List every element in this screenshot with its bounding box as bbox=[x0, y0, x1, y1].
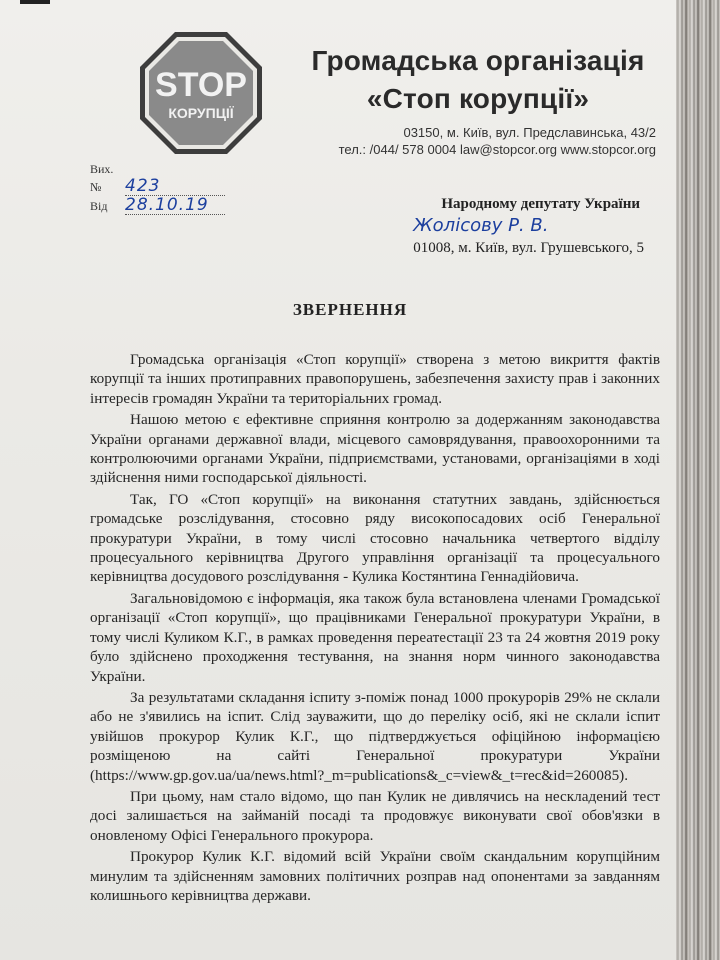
document-title: ЗВЕРНЕННЯ bbox=[292, 300, 408, 319]
outgoing-date-value: 28.10.19 bbox=[125, 196, 225, 215]
recipient-title: Народному депутату України bbox=[441, 196, 640, 212]
outgoing-number-value: 423 bbox=[125, 177, 225, 196]
recipient-address: 01008, м. Київ, вул. Грушевського, 5 bbox=[413, 240, 644, 256]
paragraph-2: Нашою метою є ефективне сприяння контролю за додержанням законодавства України органами державної влади, місцевого самоврядування, правоохоронними та контролюючими органами України, підприємствами, установами, організаціями в ході здійснення ними господарської діяльності. bbox=[90, 411, 660, 487]
paragraph-6: При цьому, нам стало відомо, що пан Кулик не дивлячись на нескладений тест досі залишається на займаній посаді та продовжує виконувати свої обов'язки в оновленому Офісі Генерального прокурора. bbox=[90, 787, 660, 844]
stop-sign-logo bbox=[138, 30, 264, 156]
stacked-page-edges bbox=[676, 0, 720, 960]
punch-mark bbox=[20, 0, 50, 4]
org-contacts: тел.: /044/ 578 0004 law@stopcor.org www.stopcor.org bbox=[338, 142, 656, 157]
org-address: 03150, м. Київ, вул. Предславинська, 43/2 bbox=[403, 125, 656, 140]
outgoing-number-label: Вих. № bbox=[90, 162, 114, 194]
document-body bbox=[90, 350, 660, 905]
organization-name bbox=[268, 42, 688, 118]
paragraph-5: За результатами складання іспиту з-поміж понад 1000 прокурорів 29% не склали або не з'явились на іспит. Слід зауважити, що до переліку осіб, які не склали іспит увійшов прокурор Кулик К.Г., що підтверджується офіційною інформацією розміщеною на сайті Генеральної прокуратури України (https://www.gp.gov.ua/ua/news.html?_m=publications&_c=view&_t=rec&id=260085). bbox=[90, 688, 660, 784]
paragraph-3: Так, ГО «Стоп корупції» на виконання статутних завдань, здійснюється громадське розслідування, стосовно ряду високопосадових осіб Генеральної прокуратури України, в тому числі стосовно начальника четвертого відділу процесуального керівництва Другого управління організації та процесуального керівництва досудового розслідування - Кулика Костянтина Геннадійовича. bbox=[90, 490, 660, 586]
recipient-block bbox=[413, 194, 644, 258]
paragraph-7: Прокурор Кулик К.Г. відомий всій України своїм скандальним корупційним минулим та здійсненням замовних політичних розправ над опонентами за завданням колишнього керівництва держави. bbox=[90, 848, 660, 904]
outgoing-date-label: Від bbox=[90, 199, 108, 213]
outgoing-number-block bbox=[90, 160, 225, 215]
organization-address-block bbox=[339, 124, 656, 158]
org-name-line1: Громадська організація bbox=[311, 45, 645, 76]
logo-text-stop: STOP bbox=[155, 66, 247, 104]
recipient-name: Жолісову Р. В. bbox=[413, 215, 549, 236]
paragraph-1: Громадська організація «Стоп корупції» створена з метою викриття фактів корупції та інших протиправних правопорушень, забезпечення захисту прав і законних інтересів громадян України та територіальних громад. bbox=[90, 351, 660, 407]
org-name-line2: «Стоп корупції» bbox=[366, 83, 590, 114]
paragraph-4: Загальновідомою є інформація, яка також була встановлена членами Громадської організації «Стоп корупції», що працівниками Генеральної прокуратури України, в тому числі Куликом К.Г., в рамках проведення переатестації 23 та 24 жовтня 2019 року було здійснено проходження тестування, на знання норм чинного законодавства України. bbox=[90, 589, 660, 685]
logo-text-corruption: КОРУПЦІЇ bbox=[168, 105, 234, 121]
